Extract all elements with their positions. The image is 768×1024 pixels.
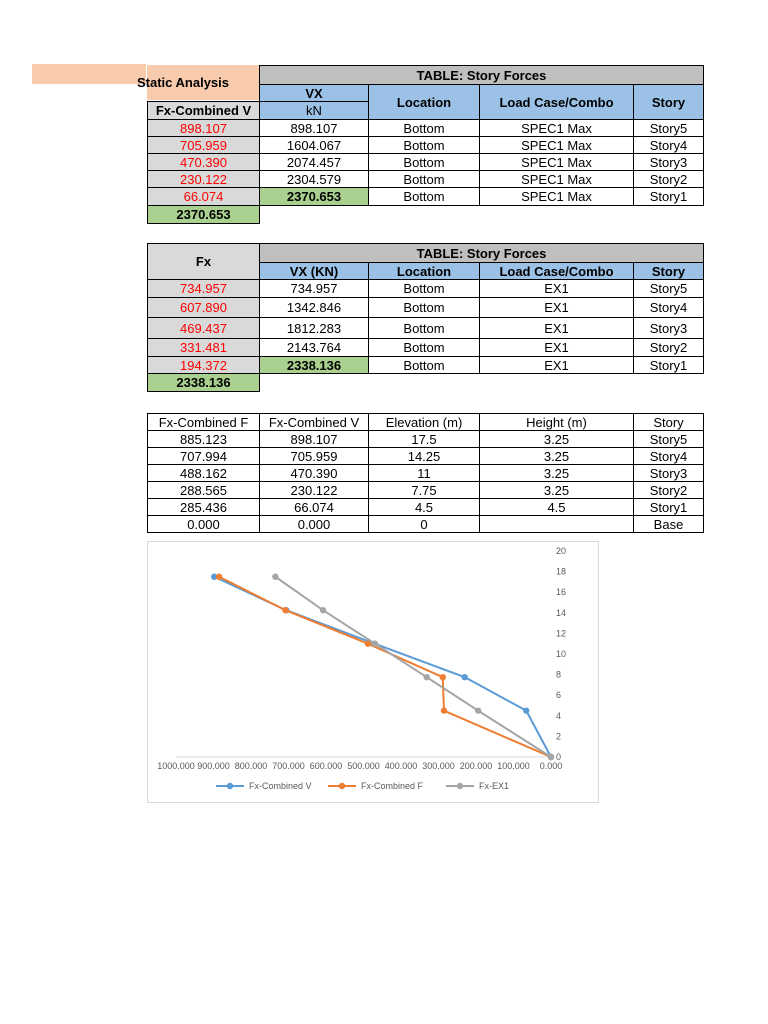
fx-cell: 469.437: [148, 318, 260, 339]
table-cell: 0.000: [260, 516, 369, 533]
location-cell: Bottom: [369, 137, 480, 154]
combo-cell: SPEC1 Max: [480, 137, 634, 154]
fx-cell: 734.957: [148, 280, 260, 298]
empty-cell: [148, 66, 260, 85]
force-elevation-chart: [147, 541, 599, 803]
data-point: [441, 707, 447, 713]
legend-label: Fx-Combined V: [249, 781, 312, 791]
table-cell: 470.390: [260, 465, 369, 482]
location-cell: Bottom: [369, 318, 480, 339]
table-row: [148, 188, 704, 206]
combo-cell: SPEC1 Max: [480, 154, 634, 171]
x-tick-label: 400.000: [384, 761, 418, 771]
combo-cell: SPEC1 Max: [480, 188, 634, 206]
legend-marker: [227, 783, 233, 789]
location-cell: Bottom: [369, 120, 480, 137]
empty-cell: [260, 206, 704, 224]
combo-cell: EX1: [480, 318, 634, 339]
y-tick-label: 0: [556, 752, 562, 762]
table-row: [148, 448, 704, 465]
vx-cell: 2074.457: [260, 154, 369, 171]
x-tick-label: 300.000: [422, 761, 455, 771]
data-point: [440, 674, 446, 680]
x-tick-label: 800.000: [234, 761, 268, 771]
empty-cell: [148, 85, 260, 102]
story-cell: Story1: [634, 188, 704, 206]
x-tick-label: 700.000: [272, 761, 305, 771]
table-row: [148, 298, 704, 318]
location-cell: Bottom: [369, 154, 480, 171]
legend-label: Fx-EX1: [479, 781, 510, 791]
data-point: [423, 674, 429, 680]
table-cell: 288.565: [148, 482, 260, 499]
column-header-vx: VX: [260, 85, 369, 102]
table-row: [148, 120, 704, 137]
y-tick-label: 14: [556, 607, 567, 618]
legend-marker: [457, 783, 463, 789]
table-cell: [480, 516, 634, 533]
table-row: [148, 465, 704, 482]
x-tick-label: 600.000: [309, 761, 343, 771]
table-cell: 285.436: [148, 499, 260, 516]
story-cell: Story2: [634, 171, 704, 188]
table-row: [148, 137, 704, 154]
location-cell: Bottom: [369, 298, 480, 318]
vx-cell: 2370.653: [260, 188, 369, 206]
x-tick-label: 200.000: [459, 761, 493, 771]
series-line: [214, 577, 551, 757]
fx-cell: 607.890: [148, 298, 260, 318]
table-row: [148, 431, 704, 448]
y-tick-label: 10: [556, 649, 567, 659]
table-cell: 0: [369, 516, 480, 533]
table-cell: 3.25: [480, 482, 634, 499]
x-tick-label: 100.000: [497, 761, 530, 771]
column-header-story: Story: [634, 85, 704, 120]
fx-cell: 470.390: [148, 154, 260, 171]
table-row: [148, 154, 704, 171]
fx-cell: 194.372: [148, 357, 260, 374]
table-cell: Story2: [634, 482, 704, 499]
table-row: [148, 280, 704, 298]
table-cell: Story3: [634, 465, 704, 482]
data-point: [372, 641, 378, 647]
table-cell: Story4: [634, 448, 704, 465]
y-tick-label: 18: [556, 566, 567, 577]
table-cell: Base: [634, 516, 704, 533]
series-line: [219, 577, 551, 757]
table-cell: 7.75: [369, 482, 480, 499]
data-point: [282, 607, 288, 613]
y-tick-label: 20: [556, 546, 567, 556]
table-cell: 4.5: [480, 499, 634, 516]
location-cell: Bottom: [369, 188, 480, 206]
story-cell: Story5: [634, 280, 704, 298]
column-header-location: Location: [369, 263, 480, 280]
table-cell: 4.5: [369, 499, 480, 516]
combo-cell: EX1: [480, 339, 634, 357]
vx-cell: 898.107: [260, 120, 369, 137]
table-cell: 3.25: [480, 431, 634, 448]
location-cell: Bottom: [369, 357, 480, 374]
combo-cell: SPEC1 Max: [480, 120, 634, 137]
y-tick-label: 4: [556, 710, 562, 721]
location-cell: Bottom: [369, 280, 480, 298]
y-tick-label: 8: [556, 669, 562, 680]
sheet-title: Static Analysis: [137, 75, 230, 90]
combo-cell: SPEC1 Max: [480, 171, 634, 188]
legend-label: Fx-Combined F: [361, 781, 424, 791]
column-header-combo: Load Case/Combo: [480, 263, 634, 280]
story-cell: Story3: [634, 318, 704, 339]
column-header-vx-kn: VX (KN): [260, 263, 369, 280]
table-cell: 3.25: [480, 448, 634, 465]
data-point: [475, 707, 481, 713]
total-fx: 2338.136: [148, 374, 260, 392]
column-header-fx: Fx: [148, 244, 260, 280]
table-cell: 885.123: [148, 431, 260, 448]
x-tick-label: 500.000: [347, 761, 380, 771]
combo-cell: EX1: [480, 298, 634, 318]
series-line: [275, 577, 551, 757]
chart-svg: [148, 542, 598, 802]
vx-cell: 1604.067: [260, 137, 369, 154]
empty-cell: [260, 374, 704, 392]
table-cell: 488.162: [148, 465, 260, 482]
column-header-combo: Load Case/Combo: [480, 85, 634, 120]
table-cell: 66.074: [260, 499, 369, 516]
y-tick-label: 12: [556, 628, 567, 639]
header-banner: [32, 64, 146, 84]
x-tick-label: 0.000: [539, 761, 563, 771]
story-cell: Story5: [634, 120, 704, 137]
table-row: [148, 516, 704, 533]
column-header-fx-combined-v: Fx-Combined V: [260, 414, 369, 431]
unit-label: kN: [260, 102, 369, 120]
story-cell: Story3: [634, 154, 704, 171]
table-row: [148, 499, 704, 516]
fx-cell: 705.959: [148, 137, 260, 154]
column-header-fx-combined-v: Fx-Combined V: [148, 102, 260, 120]
story-forces-table-spec: [147, 65, 704, 224]
data-point: [216, 574, 222, 580]
vx-cell: 2304.579: [260, 171, 369, 188]
table-cell: 17.5: [369, 431, 480, 448]
table-cell: 230.122: [260, 482, 369, 499]
story-cell: Story4: [634, 137, 704, 154]
table-cell: Story1: [634, 499, 704, 516]
table-row: [148, 482, 704, 499]
total-fx: 2370.653: [148, 206, 260, 224]
table-row: [148, 357, 704, 374]
story-forces-table-ex1: [147, 243, 704, 392]
y-tick-label: 6: [556, 690, 562, 701]
data-point: [523, 707, 529, 713]
vx-cell: 734.957: [260, 280, 369, 298]
table-title: TABLE: Story Forces: [260, 66, 704, 85]
table-cell: 898.107: [260, 431, 369, 448]
column-header-story: Story: [634, 263, 704, 280]
table-cell: 11: [369, 465, 480, 482]
x-tick-label: 1000.000: [157, 761, 195, 771]
y-tick-label: 2: [556, 731, 562, 742]
data-point: [548, 754, 554, 760]
x-tick-label: 900.000: [197, 761, 230, 771]
location-cell: Bottom: [369, 339, 480, 357]
data-point: [462, 674, 468, 680]
fx-cell: 66.074: [148, 188, 260, 206]
table-cell: 3.25: [480, 465, 634, 482]
column-header-location: Location: [369, 85, 480, 120]
table-row: [148, 339, 704, 357]
story-cell: Story1: [634, 357, 704, 374]
table-cell: 705.959: [260, 448, 369, 465]
table-cell: 707.994: [148, 448, 260, 465]
vx-cell: 1342.846: [260, 298, 369, 318]
y-tick-label: 16: [556, 587, 567, 598]
fx-cell: 331.481: [148, 339, 260, 357]
legend-marker: [339, 783, 345, 789]
location-cell: Bottom: [369, 171, 480, 188]
table-row: [148, 171, 704, 188]
combined-forces-table: [147, 413, 704, 533]
table-title: TABLE: Story Forces: [260, 244, 704, 263]
story-cell: Story2: [634, 339, 704, 357]
data-point: [320, 607, 326, 613]
story-cell: Story4: [634, 298, 704, 318]
table-cell: Story5: [634, 431, 704, 448]
combo-cell: EX1: [480, 280, 634, 298]
table-cell: 14.25: [369, 448, 480, 465]
combo-cell: EX1: [480, 357, 634, 374]
table-row: [148, 318, 704, 339]
column-header-height: Height (m): [480, 414, 634, 431]
fx-cell: 230.122: [148, 171, 260, 188]
vx-cell: 2338.136: [260, 357, 369, 374]
column-header-fx-combined-f: Fx-Combined F: [148, 414, 260, 431]
fx-cell: 898.107: [148, 120, 260, 137]
vx-cell: 1812.283: [260, 318, 369, 339]
data-point: [272, 574, 278, 580]
column-header-elevation: Elevation (m): [369, 414, 480, 431]
vx-cell: 2143.764: [260, 339, 369, 357]
table-cell: 0.000: [148, 516, 260, 533]
column-header-story: Story: [634, 414, 704, 431]
